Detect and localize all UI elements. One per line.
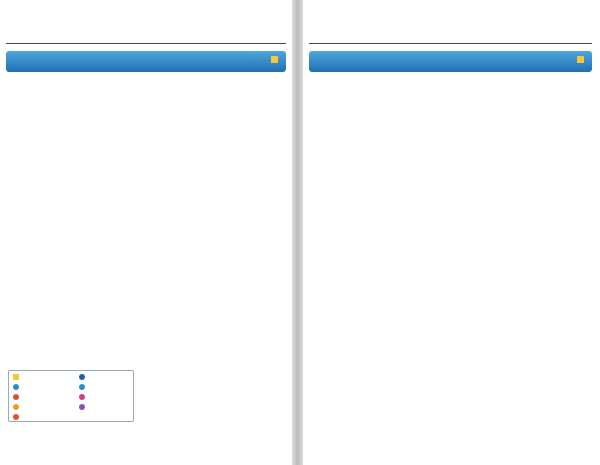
tour-icon [13, 404, 19, 410]
exkurse-key-right [577, 56, 586, 64]
legend-information [13, 384, 21, 391]
legend-shopping [79, 404, 87, 411]
running-head-right [309, 32, 592, 44]
section-band-planning [6, 51, 286, 72]
entertainment-icon [79, 394, 85, 400]
legend-touranbieter [13, 404, 21, 411]
section-band-reiseteil [309, 51, 592, 72]
exkurs-square-icon [577, 56, 584, 63]
legend-unterkunft [79, 384, 87, 391]
exkurse-key-left [271, 56, 280, 64]
legend-fusswege [79, 374, 87, 381]
running-head-left [6, 32, 286, 44]
info-icon [13, 384, 19, 390]
exkurs-icon [13, 374, 19, 380]
legend-hinweis [13, 414, 21, 421]
shopping-icon [79, 404, 85, 410]
footpath-icon [79, 374, 85, 380]
legend-unterhaltung [79, 394, 87, 401]
exkurs-square-icon [271, 56, 278, 63]
legend-exkurse [13, 374, 21, 381]
restaurant-icon [13, 394, 19, 400]
symbol-legend [8, 370, 134, 422]
legend-restaurants [13, 394, 21, 401]
warning-icon [13, 414, 19, 420]
book-gutter [292, 0, 303, 465]
left-page [0, 0, 292, 465]
bed-icon [79, 384, 85, 390]
right-page [303, 0, 600, 465]
